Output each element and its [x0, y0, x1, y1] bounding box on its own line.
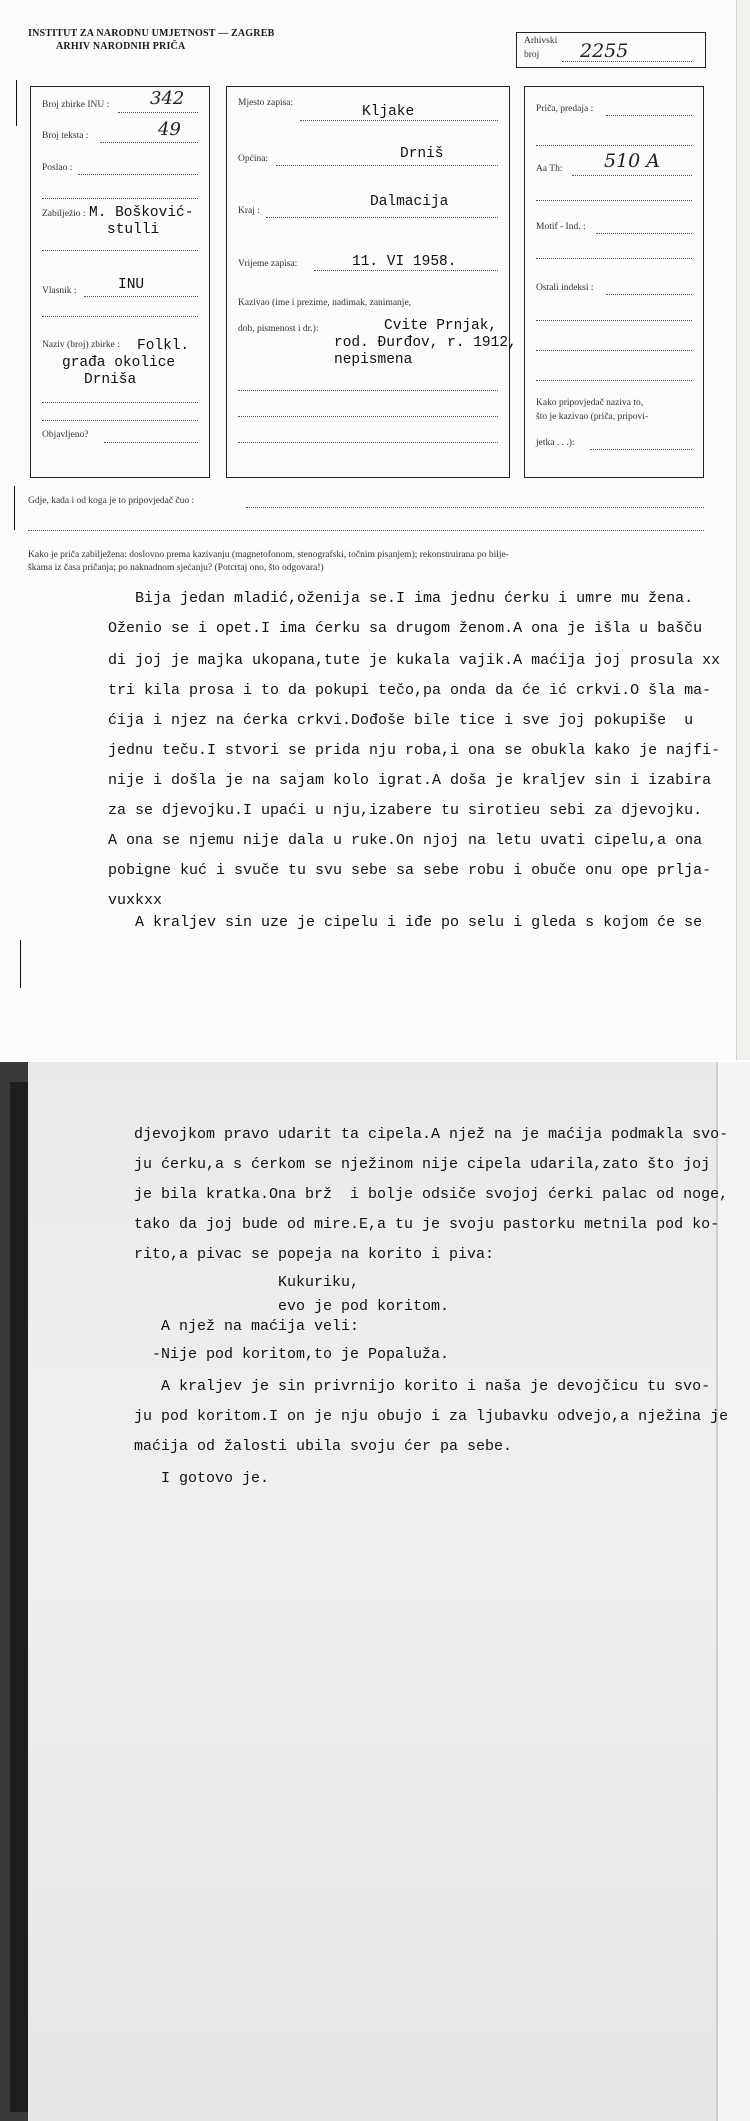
page-edge [10, 1082, 28, 2112]
dotted-line [238, 390, 498, 391]
kazivao-value-1: Cvite Prnjak, [384, 318, 498, 334]
form-page-1 [0, 0, 750, 1060]
kako-label-3: jetka . . .): [536, 438, 575, 448]
dotted-line [314, 270, 498, 271]
dotted-line [78, 174, 198, 175]
story-line: A kraljev je sin privrnijo korito i naša je devojčicu tu svo- [134, 1378, 711, 1395]
motif-label: Motif - Ind. : [536, 222, 586, 232]
ostali-label: Ostali indeksi : [536, 283, 594, 293]
broj-zbirke-value: 342 [150, 88, 185, 109]
dotted-line [590, 449, 692, 450]
page-edge [716, 1062, 750, 2121]
dotted-line [536, 258, 692, 259]
story-line: A kraljev sin uze je cipelu i iđe po selu i gleda s kojom će se [108, 914, 703, 931]
dotted-line [536, 350, 692, 351]
vlasnik-label: Vlasnik : [42, 286, 77, 296]
margin-bracket [14, 486, 15, 530]
dotted-line [562, 61, 692, 62]
story-line: Oženio se i opet.I ima ćerku sa drugom ženom.A ona je išla u bašču [108, 620, 703, 637]
dotted-line [238, 416, 498, 417]
mjesto-value: Kljake [362, 104, 415, 120]
story-line: di joj je majka ukopana,tute je kukala vajik.A maćija joj prosula xx [108, 652, 721, 669]
dotted-line [606, 294, 692, 295]
zabiljezio-label: Zabilježio : [42, 209, 86, 219]
story-line: -Nije pod koritom,to je Popaluža. [134, 1346, 450, 1363]
margin-bracket [20, 940, 21, 988]
story-line: tako da joj bude od mire.E,a tu je svoju pastorku metnila pod ko- [134, 1216, 720, 1233]
archive-title: ARHIV NARODNIH PRIČA [56, 41, 186, 52]
archive-number: 2255 [580, 40, 629, 62]
kraj-value: Dalmacija [370, 194, 449, 210]
story-line: vuxkxx [108, 892, 163, 909]
dotted-line [28, 530, 704, 531]
dotted-line [42, 316, 198, 317]
story-line: A ona se njemu nije dala u ruke.On njoj na letu uvati cipelu,a ona [108, 832, 703, 849]
story-line: A njež na maćija veli: [134, 1318, 360, 1335]
dotted-line [276, 165, 498, 166]
story-line: je bila kratka.Ona brž i bolje odsiče svojoj ćerki palac od noge, [134, 1186, 729, 1203]
naziv-label: Naziv (broj) zbirke : [42, 340, 120, 350]
story-line: Bija jedan mladić,oženija se.I ima jednu ćerku i umre mu žena. [108, 590, 694, 607]
story-line: ćija i njez na ćerka crkvi.Dođoše bile tice i sve joj pokupiše u [108, 712, 694, 729]
arhivski-label: Arhivski [524, 36, 558, 46]
kraj-label: Kraj : [238, 206, 260, 216]
vrijeme-value: 11. VI 1958. [352, 254, 457, 270]
zabiljezio-value-2: stulli [107, 222, 160, 238]
dotted-line [42, 402, 198, 403]
dotted-line [596, 233, 692, 234]
kazivao-label-2: dob, pismenost i dr.): [238, 324, 319, 334]
story-line: I gotovo je. [134, 1470, 270, 1487]
vlasnik-value: INU [118, 277, 145, 293]
story-line: tri kila prosa i to da pokupi tečo,pa onda da će ić crkvi.O šla ma- [108, 682, 712, 699]
dotted-line [536, 320, 692, 321]
dotted-line [606, 115, 692, 116]
story-line: Kukuriku, [134, 1274, 360, 1291]
dotted-line [104, 442, 198, 443]
poslao-label: Poslao : [42, 163, 73, 173]
aath-value: 510 A [604, 150, 661, 172]
gdje-label: Gdje, kada i od koga je to pripovjedač čuo : [28, 496, 195, 506]
kako-label-2: što je kazivao (priča, pripovi- [536, 412, 649, 422]
kako-zabiljezena-1: Kako je priča zabilježena: doslovno prema kazivanju (magnetofonom, stenografski, točnim pisanjem); rekonstruirana po bilje- [28, 550, 509, 560]
story-line: nije i došla je na sajam kolo igrat.A doša je kraljev sin i izabira [108, 772, 712, 789]
middle-column-box [226, 86, 510, 478]
prica-label: Priča, predaja : [536, 104, 594, 114]
aath-label: Aa Th: [536, 164, 563, 174]
story-line: ju ćerku,a s ćerkom se nježinom nije cipela udarila,zato što joj [134, 1156, 711, 1173]
zabiljezio-value: M. Bošković- [89, 205, 194, 221]
naziv-value-3: Drniša [84, 372, 137, 388]
naziv-value-2: građa okolice [62, 355, 176, 371]
kako-zabiljezena-2: škama iz časa pričanja; po naknadnom sjećanju? (Potcrtaj ono, što odgovara!) [28, 563, 324, 573]
dotted-line [42, 198, 198, 199]
opcina-label: Općina: [238, 154, 269, 164]
story-line: rito,a pivac se popeja na korito i piva: [134, 1246, 495, 1263]
story-line: pobigne kuć i svuče tu svu sebe sa sebe robu i obuče onu ope prlja- [108, 862, 712, 879]
dotted-line [100, 142, 198, 143]
kazivao-label-1: Kazivao (ime i prezime, nadimak, zanimanje, [238, 298, 412, 308]
opcina-value: Drniš [400, 146, 444, 162]
dotted-line [266, 217, 498, 218]
mjesto-label: Mjesto zapisa: [238, 98, 294, 108]
dotted-line [84, 296, 198, 297]
dotted-line [42, 250, 198, 251]
vrijeme-label: Vrijeme zapisa: [238, 259, 298, 269]
dotted-line [118, 112, 198, 113]
dotted-line [536, 380, 692, 381]
broj-teksta-value: 49 [158, 119, 181, 140]
typescript-page-2 [0, 1062, 750, 2121]
story-line: evo je pod koritom. [134, 1298, 450, 1315]
naziv-value-1: Folkl. [137, 338, 190, 354]
kazivao-value-3: nepismena [334, 352, 413, 368]
objavljeno-label: Objavljeno? [42, 430, 89, 440]
broj-zbirke-label: Broj zbirke INU : [42, 100, 110, 110]
dotted-line [572, 175, 692, 176]
story-line: jednu teču.I stvori se pridа nju roba,i ona se obukla kako je najfi- [108, 742, 721, 759]
kako-label-1: Kako pripovjedač naziva to, [536, 398, 644, 408]
dotted-line [536, 200, 692, 201]
dotted-line [536, 145, 692, 146]
story-line: za se djevojku.I upaći u nju,izabere tu sirotieu sebi za djevojku. [108, 802, 703, 819]
institute-title: INSTITUT ZA NARODNU UMJETNOST — ZAGREB [28, 28, 275, 39]
dotted-line [246, 507, 704, 508]
broj-label: broj [524, 50, 540, 60]
page-edge [736, 0, 750, 1060]
dotted-line [300, 120, 498, 121]
story-line: djevojkom pravo udarit ta cipela.A njež na je maćija podmakla svo- [134, 1126, 729, 1143]
margin-bracket [16, 80, 17, 126]
dotted-line [238, 442, 498, 443]
broj-teksta-label: Broj teksta : [42, 131, 89, 141]
dotted-line [42, 420, 198, 421]
story-line: ju pod koritom.I on je nju obujo i za ljubavku odvejo,a nježina je [134, 1408, 729, 1425]
story-line: maćija od žalosti ubila svoju ćer pa sebe. [134, 1438, 513, 1455]
kazivao-value-2: rod. Đurđov, r. 1912, [334, 335, 517, 351]
